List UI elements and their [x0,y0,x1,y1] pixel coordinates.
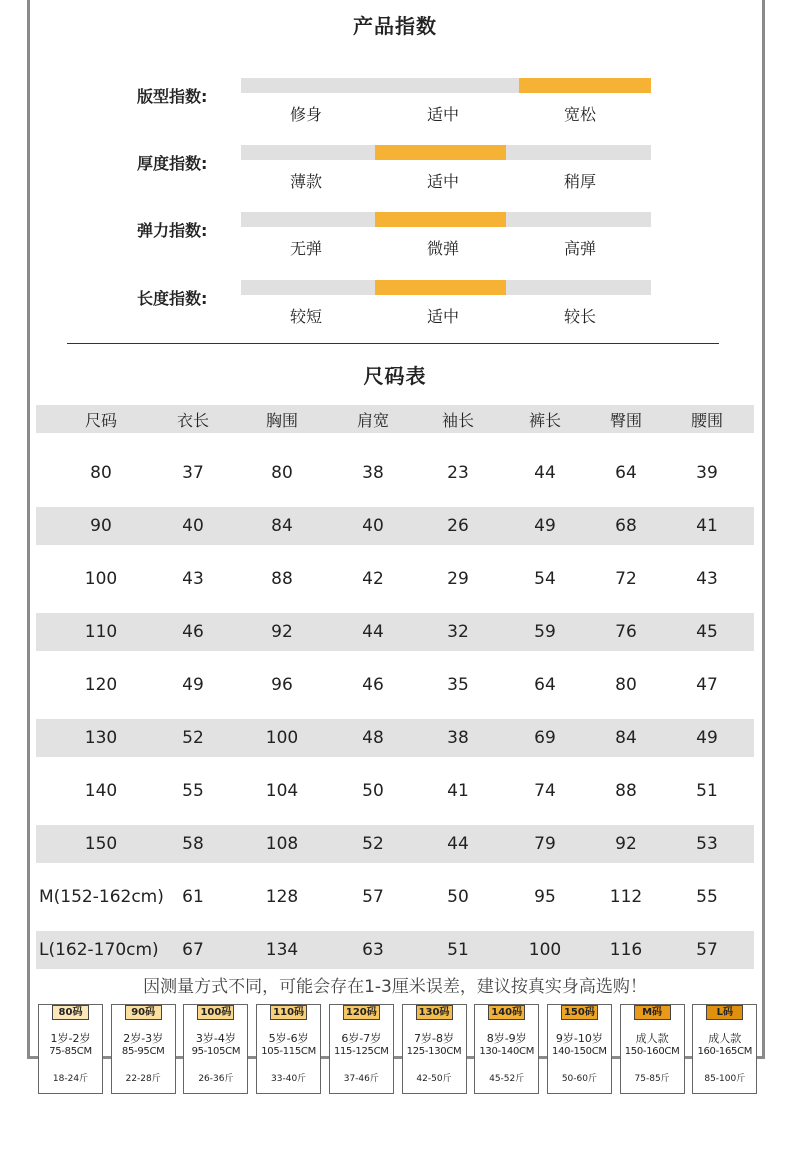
table-cell: 41 [447,781,469,801]
table-cell: 54 [534,569,556,589]
index-option: 适中 [426,307,459,326]
index-bar [241,78,651,93]
height-range: 85-95CM [121,1046,165,1057]
weight-range: 26-36斤 [198,1074,234,1084]
index-row [0,212,790,272]
table-cell: 61 [182,887,204,907]
table-cell: 84 [615,728,637,748]
table-cell: 23 [447,463,469,483]
size-guide-card [183,1004,248,1094]
table-row [36,454,754,492]
index-row [0,145,790,205]
table-cell: 44 [447,834,469,854]
height-range: 105-115CM [261,1046,316,1057]
table-cell: 100 [265,728,299,748]
column-header: 腰围 [690,410,723,430]
index-label: 弹力指数: [137,221,208,240]
table-cell: 64 [615,463,637,483]
table-cell: 112 [609,887,643,907]
table-cell: 104 [265,781,299,801]
table-cell: 67 [182,940,204,960]
table-row [36,613,754,651]
age-range: 成人款 [635,1032,669,1045]
size-guide-card [402,1004,467,1094]
table-cell: 84 [271,516,293,536]
table-row [36,878,754,916]
table-cell: 40 [362,516,384,536]
index-option: 宽松 [563,105,596,124]
size-tag: L码 [706,1005,743,1020]
column-header: 胸围 [265,410,298,430]
table-cell: 134 [265,940,299,960]
age-range: 9岁-10岁 [555,1032,603,1045]
size-guide-card [620,1004,685,1094]
size-guide-card [547,1004,612,1094]
age-range: 8岁-9岁 [486,1032,527,1045]
index-option: 修身 [289,105,322,124]
table-cell: 57 [362,887,384,907]
table-cell: 47 [696,675,718,695]
table-cell: M(152-162cm) [39,887,164,907]
table-cell: 96 [271,675,293,695]
index-row [0,280,790,340]
index-bar [241,145,651,160]
size-tag: 100码 [197,1005,234,1020]
table-cell: 43 [696,569,718,589]
table-cell: 46 [182,622,204,642]
index-label: 厚度指数: [137,154,208,173]
table-cell: 100 [528,940,562,960]
table-cell: 63 [362,940,384,960]
size-tag: 90码 [125,1005,162,1020]
table-cell: 26 [447,516,469,536]
age-range: 2岁-3岁 [123,1032,164,1045]
table-cell: 80 [90,463,112,483]
table-cell: 29 [447,569,469,589]
product-index-title: 产品指数 [353,14,437,38]
table-cell: 51 [696,781,718,801]
weight-range: 18-24斤 [52,1074,89,1084]
table-cell: 74 [534,781,556,801]
size-tag: 150码 [561,1005,598,1020]
table-cell: 90 [90,516,112,536]
index-option: 适中 [426,172,459,191]
height-range: 95-105CM [191,1046,241,1057]
table-row [36,560,754,598]
size-guide-card [256,1004,321,1094]
table-cell: 92 [271,622,293,642]
table-cell: 35 [447,675,469,695]
age-range: 7岁-8岁 [414,1032,454,1045]
size-tag: 120码 [343,1005,380,1020]
table-cell: 110 [84,622,118,642]
age-range: 1岁-2岁 [50,1032,91,1045]
measurement-note: 因测量方式不同，可能会存在1-3厘米误差，建议按真实身高选购！ [143,977,647,997]
weight-range: 33-40斤 [271,1074,307,1084]
table-cell: 32 [447,622,469,642]
table-row [36,772,754,810]
table-cell: 45 [696,622,718,642]
height-range: 75-85CM [49,1046,92,1057]
table-cell: 58 [182,834,204,854]
index-option: 稍厚 [563,172,596,191]
index-indicator [375,212,506,227]
size-guide-card [111,1004,176,1094]
index-option: 适中 [426,105,459,124]
table-cell: 59 [534,622,556,642]
weight-range: 75-85斤 [634,1074,670,1084]
index-indicator [375,280,506,295]
column-header: 裤长 [528,410,561,430]
table-cell: 37 [182,463,204,483]
index-option: 高弹 [563,239,596,258]
table-cell: 52 [362,834,384,854]
index-option: 薄款 [289,172,322,191]
index-indicator [375,145,506,160]
age-range: 5岁-6岁 [268,1032,309,1045]
table-cell: 49 [534,516,556,536]
table-cell: 79 [534,834,556,854]
table-cell: 52 [182,728,204,748]
weight-range: 45-52斤 [489,1074,525,1084]
table-cell: 44 [362,622,384,642]
table-cell: 150 [84,834,118,854]
size-tag: 130码 [416,1005,453,1020]
table-cell: 80 [271,463,293,483]
size-guide-card [474,1004,539,1094]
height-range: 125-130CM [406,1046,462,1057]
table-cell: 80 [615,675,637,695]
size-guide-card [329,1004,394,1094]
table-cell: 55 [182,781,204,801]
age-range: 3岁-4岁 [195,1032,236,1045]
column-header: 肩宽 [356,410,389,430]
height-range: 150-160CM [624,1046,680,1057]
table-cell: 130 [84,728,118,748]
index-indicator [519,78,651,93]
index-option: 无弹 [289,239,322,258]
table-cell: 39 [696,463,718,483]
table-cell: 120 [84,675,118,695]
column-header: 袖长 [441,410,474,430]
weight-range: 42-50斤 [416,1074,452,1084]
table-cell: 50 [362,781,384,801]
table-cell: 72 [615,569,637,589]
index-option: 较短 [289,307,322,326]
height-range: 130-140CM [479,1046,535,1057]
height-range: 160-165CM [697,1046,753,1057]
table-cell: 51 [447,940,469,960]
index-option: 微弹 [426,239,459,258]
table-cell: 88 [615,781,637,801]
table-cell: 50 [447,887,469,907]
table-cell: 68 [615,516,637,536]
size-tag: 110码 [270,1005,307,1020]
table-cell: 44 [534,463,556,483]
index-row [0,78,790,138]
table-row [36,719,754,757]
index-bar [241,212,651,227]
table-cell: 57 [696,940,718,960]
table-cell: 116 [609,940,643,960]
table-cell: 38 [447,728,469,748]
column-header: 衣长 [176,410,209,430]
table-cell: 40 [182,516,204,536]
table-cell: 69 [534,728,556,748]
table-cell: 55 [696,887,718,907]
table-cell: 88 [271,569,293,589]
index-label: 版型指数: [137,87,208,106]
table-cell: 48 [362,728,384,748]
table-cell: 128 [265,887,299,907]
weight-range: 22-28斤 [125,1074,161,1084]
table-cell: 49 [696,728,718,748]
table-row [36,825,754,863]
table-cell: 43 [182,569,204,589]
table-cell: L(162-170cm) [39,940,159,960]
table-row [36,666,754,704]
table-cell: 100 [84,569,118,589]
table-cell: 49 [182,675,204,695]
table-cell: 46 [362,675,384,695]
index-bar [241,280,651,295]
column-header: 尺码 [84,410,117,430]
index-option: 较长 [563,307,596,326]
table-row [36,931,754,969]
size-guide-card [38,1004,103,1094]
table-cell: 41 [696,516,718,536]
size-chart-title: 尺码表 [363,364,427,388]
table-cell: 53 [696,834,718,854]
table-cell: 38 [362,463,384,483]
table-cell: 95 [534,887,556,907]
size-guide-card [692,1004,757,1094]
table-row [36,507,754,545]
size-tag: 80码 [52,1005,89,1020]
column-header: 臀围 [609,410,642,430]
weight-range: 50-60斤 [561,1074,597,1084]
table-cell: 76 [615,622,637,642]
weight-range: 85-100斤 [704,1074,746,1084]
index-label: 长度指数: [137,289,208,308]
section-divider [67,343,719,344]
size-tag: M码 [634,1005,671,1020]
age-range: 6岁-7岁 [341,1032,382,1045]
size-chart-header-row [36,405,754,433]
height-range: 140-150CM [552,1046,607,1057]
size-tag: 140码 [488,1005,525,1020]
table-cell: 42 [362,569,384,589]
height-range: 115-125CM [333,1046,389,1057]
age-range: 成人款 [708,1032,742,1045]
table-cell: 140 [84,781,118,801]
table-cell: 92 [615,834,637,854]
table-cell: 108 [265,834,299,854]
table-cell: 64 [534,675,556,695]
weight-range: 37-46斤 [343,1074,379,1084]
